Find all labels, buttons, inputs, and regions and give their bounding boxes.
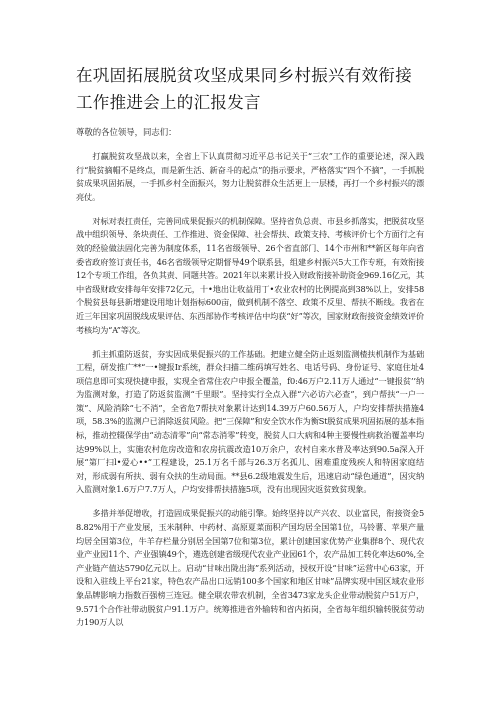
paragraph-responsibility: 对标对表扛责任，完善同成果促振兴的机制保障。坚持省负总责、市县乡抓落实，把脱贫攻坚战中组织领导、条块责任、工作推进、资金保障、社会帮扶、政策支持、考核评价七个方面行之有效的经验做法固化完善为制度体系，11名省级领导、26个省直部门、14个市州和**新区每年向省委省政府签订责任书，46名省级领导定期督导49个联系县，组建乡村振兴5大工作专班，有效衔接12个专项工作组，各负其责、同题共答。2021年以来累计投入财政衔接补助资金969.16亿元，其中省级财政安排每年安排72亿元，十•地出让收益用丁•农业农村的比例提高到38%以上，安排58个脱贫县每县新增建设用地计划指标600亩，做到机制不落空、政策不反里、帮扶不断线。我省在近三年国家巩固脱线成果评估、东西部协作考核评估中均获“好”等次，国家财政衔接资金绩效评价考核均为“A”等次。 [76, 215, 424, 335]
document-title: 在巩固拓展脱贫攻坚成果同乡村振兴有效衔接工作推进会上的汇报发言 [76, 66, 412, 112]
paragraph-intro: 打赢脱贫攻坚战以来，全省上下认真贯彻习近平总书记关于“三农”工作的重要论述，深入践行“脱贫摘帽不是终点，而是新生活、新奋斗的起点”的指示要求，严格落实“四个不摘”，一手抓脱贫成果巩固拓展，一手抓乡村全面振兴，努力让脱贫群众生活更上一层楼，再打一个乡村振兴的漂亮仗。 [76, 151, 424, 202]
paragraph-income-growth: 多措并举促增收，打造固成果促振兴的动能引擎。始终坚持以产兴农、以业富民，衔接资金58.82%用于产业发展，玉米制种、中药材、高原夏菜面积产国均居全国第1位，马铃薯、苹果产量均居全国第3位，牛羊存栏量分别居全国第7位和第3位，累计创建国家优势产业集群8个、现代农业产业园11个、产业强镇49个，遴选创建省级现代农业产业园61个，农产品加工转化率达60%,全产业链产值达5790亿元以上。启动“甘味出陇出海”系列活动，授权开设“甘味”运营中心63家，开设和入驻线上平台21家，特色农产品出口远销100多个国家和地区甘味”品牌实现中国区域农业形象品牌影响力指数百强榜三连冠。健全联农带农机制，全省3473家龙头企业带动脱贫户51万户，9.571个合作社带动脱贫户91.1万户。统筹推进省外输转和省内拓岗，全省每年组织输转脱贫劳动力190万人以 [76, 508, 424, 628]
salutation: 尊敬的各位领导，同志们： [76, 127, 177, 137]
paragraph-prevent-return-poverty: 抓主抓重防返贫，夯实因成果促振兴的工作基础。把建立健全防止返刻监测楂扶机制作为基础工程，研发推广**“一•键报Ir系统，群众扫描二维码填写姓名、电话号码、身份证号、家庭住址4项信息即可实现快捷申报，实现全省常住农户申报全覆盖，f0:46万户2.11万人通过“一键报贫’’纳为监测对象，打造了防返贫监测“千里眼”。坚持实行全点入群“六必访六必查”，到户帮扶“一户一策”、风险消除“七不消”，全省危7帮扶对象累计达到14.39万户60.56万人，户均安排帮扶措施4项，58.3%的监测户已消除返贫风险。把“三保障”和安全饮水作为衡St脱贫成果巩固拓展的基本指标，推动控辍保学由“动态清零”向“常态消零”转变，脱贫人口大病和4种主要慢性病救治覆盖率均达99%以上，实施农村危房改造和农房抗震改造10万余户，农村自来水普及率达到90.5a深入开展“第厂扫l•爱心••”工程建设，25.1万名千部与26.3万名孤儿、困难重度残疾人和特困家庭结对，形成弱有所扶、弱有众扶的生动局面。**县6.2级地震发生后，迅速启动“绿色通道”，因灾纳入监测对象1.6万户7.7万人，户均安排帮扶措施5项，没有出现因灾返贫致贫现象。 [76, 348, 424, 495]
